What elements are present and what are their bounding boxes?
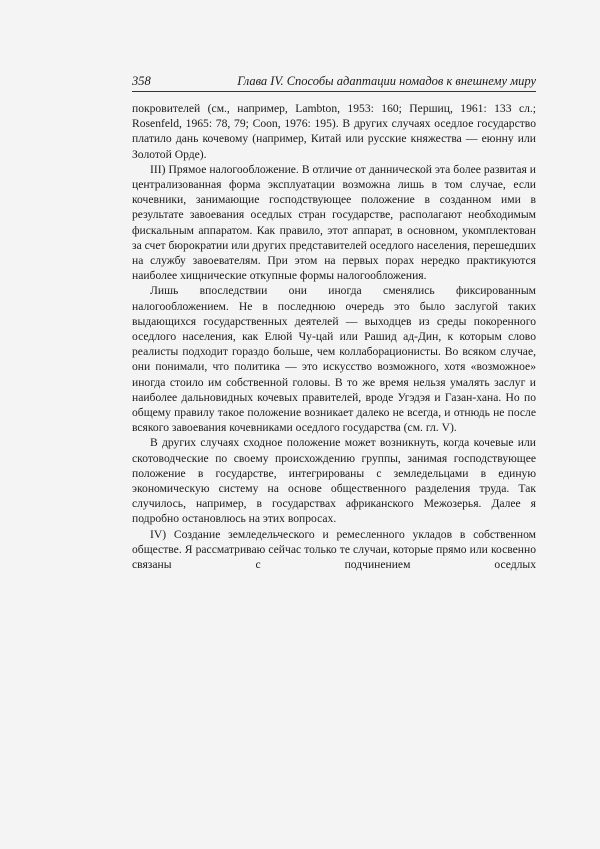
running-head <box>132 73 536 89</box>
header-rule <box>132 91 536 92</box>
paragraph-fixed-taxation: Лишь впоследствии они иногда сменялись фиксированным налогообложением. Не в последнюю очередь это было заслугой таких выдающихся государственных деятелей — выходцев из среды покоренного оседлого населения, как Елюй Чу-цай или Рашид ад-Дин, к которым слово реалисты подходит гораздо больше, чем коллаборационисты. Во всяком случае, они понимали, что политика — это искусство возможного, хотя «возможное» иногда стоило им собственной головы. В то же время нельзя умалять заслуг и наиболее дальновидных кочевых правителей, вроде Угэдэя и Газан-хана. Но по общему правилу такое положение возникает далеко не всегда, и отнюдь не после всякого завоевания кочевниками оседлого государства (см. гл. V). <box>132 284 536 435</box>
paragraph-direct-taxation: III) Прямое налогообложение. В отличие от даннической эта более развитая и централизованная форма эксплуатации возможна лишь в том случае, если кочевники, занимающие господствующее положение в созданном ими в результате завоевания оседлых стран государстве, располагают необходимым фискальным аппаратом. Как правило, этот аппарат, в основном, укомплектован за счет бюрократии или других представителей оседлого населения, перешедших на службу завоевателям. При этом на первых порах нередко практикуются наиболее хищнические откупные формы налогообложения. <box>132 162 536 283</box>
chapter-title: Глава IV. Способы адаптации номадов к внешнему миру <box>237 74 536 88</box>
body-text <box>132 101 536 572</box>
paragraph-continued: покровителей (см., например, Lambton, 1953: 160; Першиц, 1961: 133 сл.; Rosenfeld, 1965: 78, 79; Coon, 1976: 195). В других случаях оседлое государство платило дань кочевому (например, Китай или русские княжества — еюнну или Золотой Орде). <box>132 102 536 161</box>
page-number: 358 <box>132 74 151 88</box>
paragraph-other-cases: В других случаях сходное положение может возникнуть, когда кочевые или скотоводческие по своему происхождению группы, занимая господствующее положение в государстве, интегрированы с земледельцами в единую экономическую систему на основе общественного разделения труда. Так случилось, например, в государствах африканского Межозерья. Далее я подробно остановлюсь на этих вопросах. <box>132 436 536 526</box>
paragraph-agricultural-crafts: IV) Создание земледельческого и ремесленного укладов в собственном обществе. Я рассматриваю сейчас только те случаи, которые прямо или косвенно связаны с подчинением оседлых <box>132 527 536 572</box>
